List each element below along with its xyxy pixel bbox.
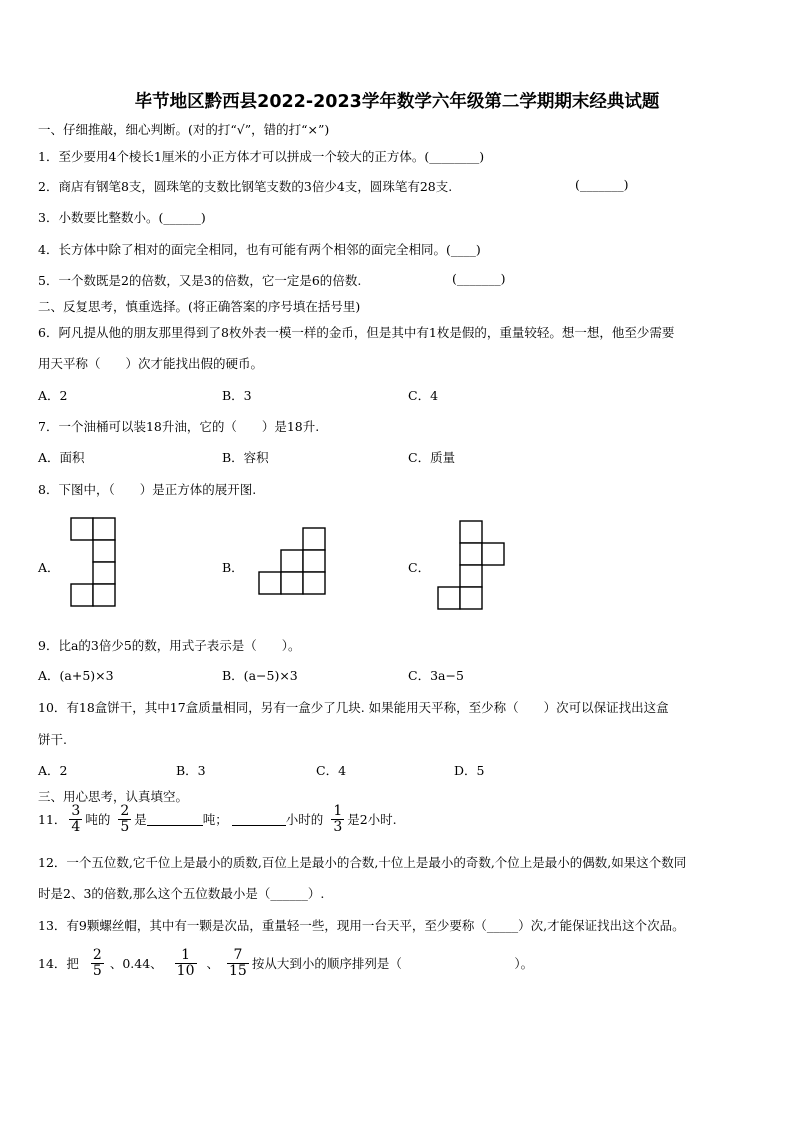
net-figure-a (68, 515, 120, 610)
q11-number: 11． (38, 812, 67, 828)
question-5: 5．一个数既是2的倍数，又是3的倍数，它一定是6的倍数. (38, 273, 362, 288)
question-5-blank[interactable]: (_______) (452, 271, 506, 286)
q9-option-a[interactable]: A．(a+5)×3 (38, 668, 114, 683)
question-2-blank[interactable]: (_______) (575, 177, 629, 192)
q9-option-c[interactable]: C．3a−5 (408, 668, 464, 683)
question-11: 11． $\frac{3}{4}$ 吨的 $\frac{2}{5}$ 是 吨； 小时的 $\frac{1}{3}$ 是2小时. (38, 803, 397, 835)
q10-option-b[interactable]: B．3 (176, 763, 206, 778)
q7-option-a[interactable]: A．面积 (38, 450, 85, 465)
question-12-line-2: 时是2、3的倍数,那么这个五位数最小是（______）. (38, 886, 325, 901)
question-6-line-2: 用天平称（ ）次才能找出假的硬币。 (38, 356, 264, 371)
section-3-heading: 三、用心思考，认真填空。 (38, 789, 189, 804)
question-13: 13．有9颗螺丝帽，其中有一颗是次品，重量轻一些，现用一台天平，至少要称（_____）次,才能保证找出这个次品。 (38, 918, 685, 933)
question-8: 8．下图中，（ ）是正方体的展开图. (38, 482, 257, 497)
q6-option-a[interactable]: A．2 (38, 388, 68, 403)
question-3: 3．小数要比整数小。(______) (38, 210, 206, 225)
question-6-line-1: 6．阿凡提从他的朋友那里得到了8枚外表一模一样的金币，但是其中有1枚是假的，重量较轻。想一想，他至少需要 (38, 325, 675, 340)
q8-label-b[interactable]: B． (222, 560, 244, 575)
question-14: 14．把 $\frac{2}{5}$ 、0.44、 $\frac{1}{10}$ 、 $\frac{7}{15}$ 按从大到小的顺序排列是（ ）。 (38, 947, 534, 979)
q10-option-d[interactable]: D．5 (454, 763, 485, 778)
q11-blank-2[interactable] (232, 813, 286, 826)
section-2-heading: 二、反复思考，慎重选择。(将正确答案的序号填在括号里) (38, 299, 361, 314)
fraction-1-10: $\frac{1}{10}$ (176, 947, 195, 979)
question-2: 2．商店有钢笔8支，圆珠笔的支数比钢笔支数的3倍少4支，圆珠笔有28支. (38, 179, 453, 194)
question-10-line-1: 10．有18盒饼干，其中17盒质量相同，另有一盒少了几块. 如果能用天平称，至少称（ ）次可以保证找出这盒 (38, 700, 669, 715)
net-figure-c (435, 518, 510, 613)
q10-option-a[interactable]: A．2 (38, 763, 68, 778)
q7-option-b[interactable]: B．容积 (222, 450, 269, 465)
page-title: 毕节地区黔西县2022-2023学年数学六年级第二学期期末经典试题 (134, 92, 660, 112)
q8-label-a[interactable]: A． (38, 560, 60, 575)
fraction-1-3: $\frac{1}{3}$ (333, 803, 343, 835)
q8-label-c[interactable]: C． (408, 560, 431, 575)
q11-blank-1[interactable] (147, 813, 203, 826)
question-1: 1．至少要用4个棱长1厘米的小正方体才可以拼成一个较大的正方体。(________) (38, 149, 485, 164)
section-1-heading: 一、仔细推敲，细心判断。(对的打“√”，错的打“×”) (38, 122, 330, 137)
question-10-line-2: 饼干. (38, 732, 67, 747)
question-12-line-1: 12．一个五位数,它千位上是最小的质数,百位上是最小的合数,十位上是最小的奇数,个位上是最小的偶数,如果这个数同 (38, 855, 687, 870)
question-9: 9．比a的3倍少5的数，用式子表示是（ ）。 (38, 638, 301, 653)
q10-option-c[interactable]: C．4 (316, 763, 347, 778)
fraction-2-5: $\frac{2}{5}$ (120, 803, 130, 835)
fraction-7-15: $\frac{7}{15}$ (229, 947, 247, 979)
q9-option-b[interactable]: B．(a−5)×3 (222, 668, 298, 683)
question-7: 7．一个油桶可以装18升油，它的（ ）是18升. (38, 419, 320, 434)
fraction-2-5: $\frac{2}{5}$ (92, 947, 102, 979)
q6-option-c[interactable]: C．4 (408, 388, 439, 403)
net-figure-b (256, 525, 331, 598)
q7-option-c[interactable]: C．质量 (408, 450, 456, 465)
q6-option-b[interactable]: B．3 (222, 388, 252, 403)
fraction-3-4: $\frac{3}{4}$ (71, 803, 81, 835)
question-4: 4．长方体中除了相对的面完全相同，也有可能有两个相邻的面完全相同。(____) (38, 242, 481, 257)
